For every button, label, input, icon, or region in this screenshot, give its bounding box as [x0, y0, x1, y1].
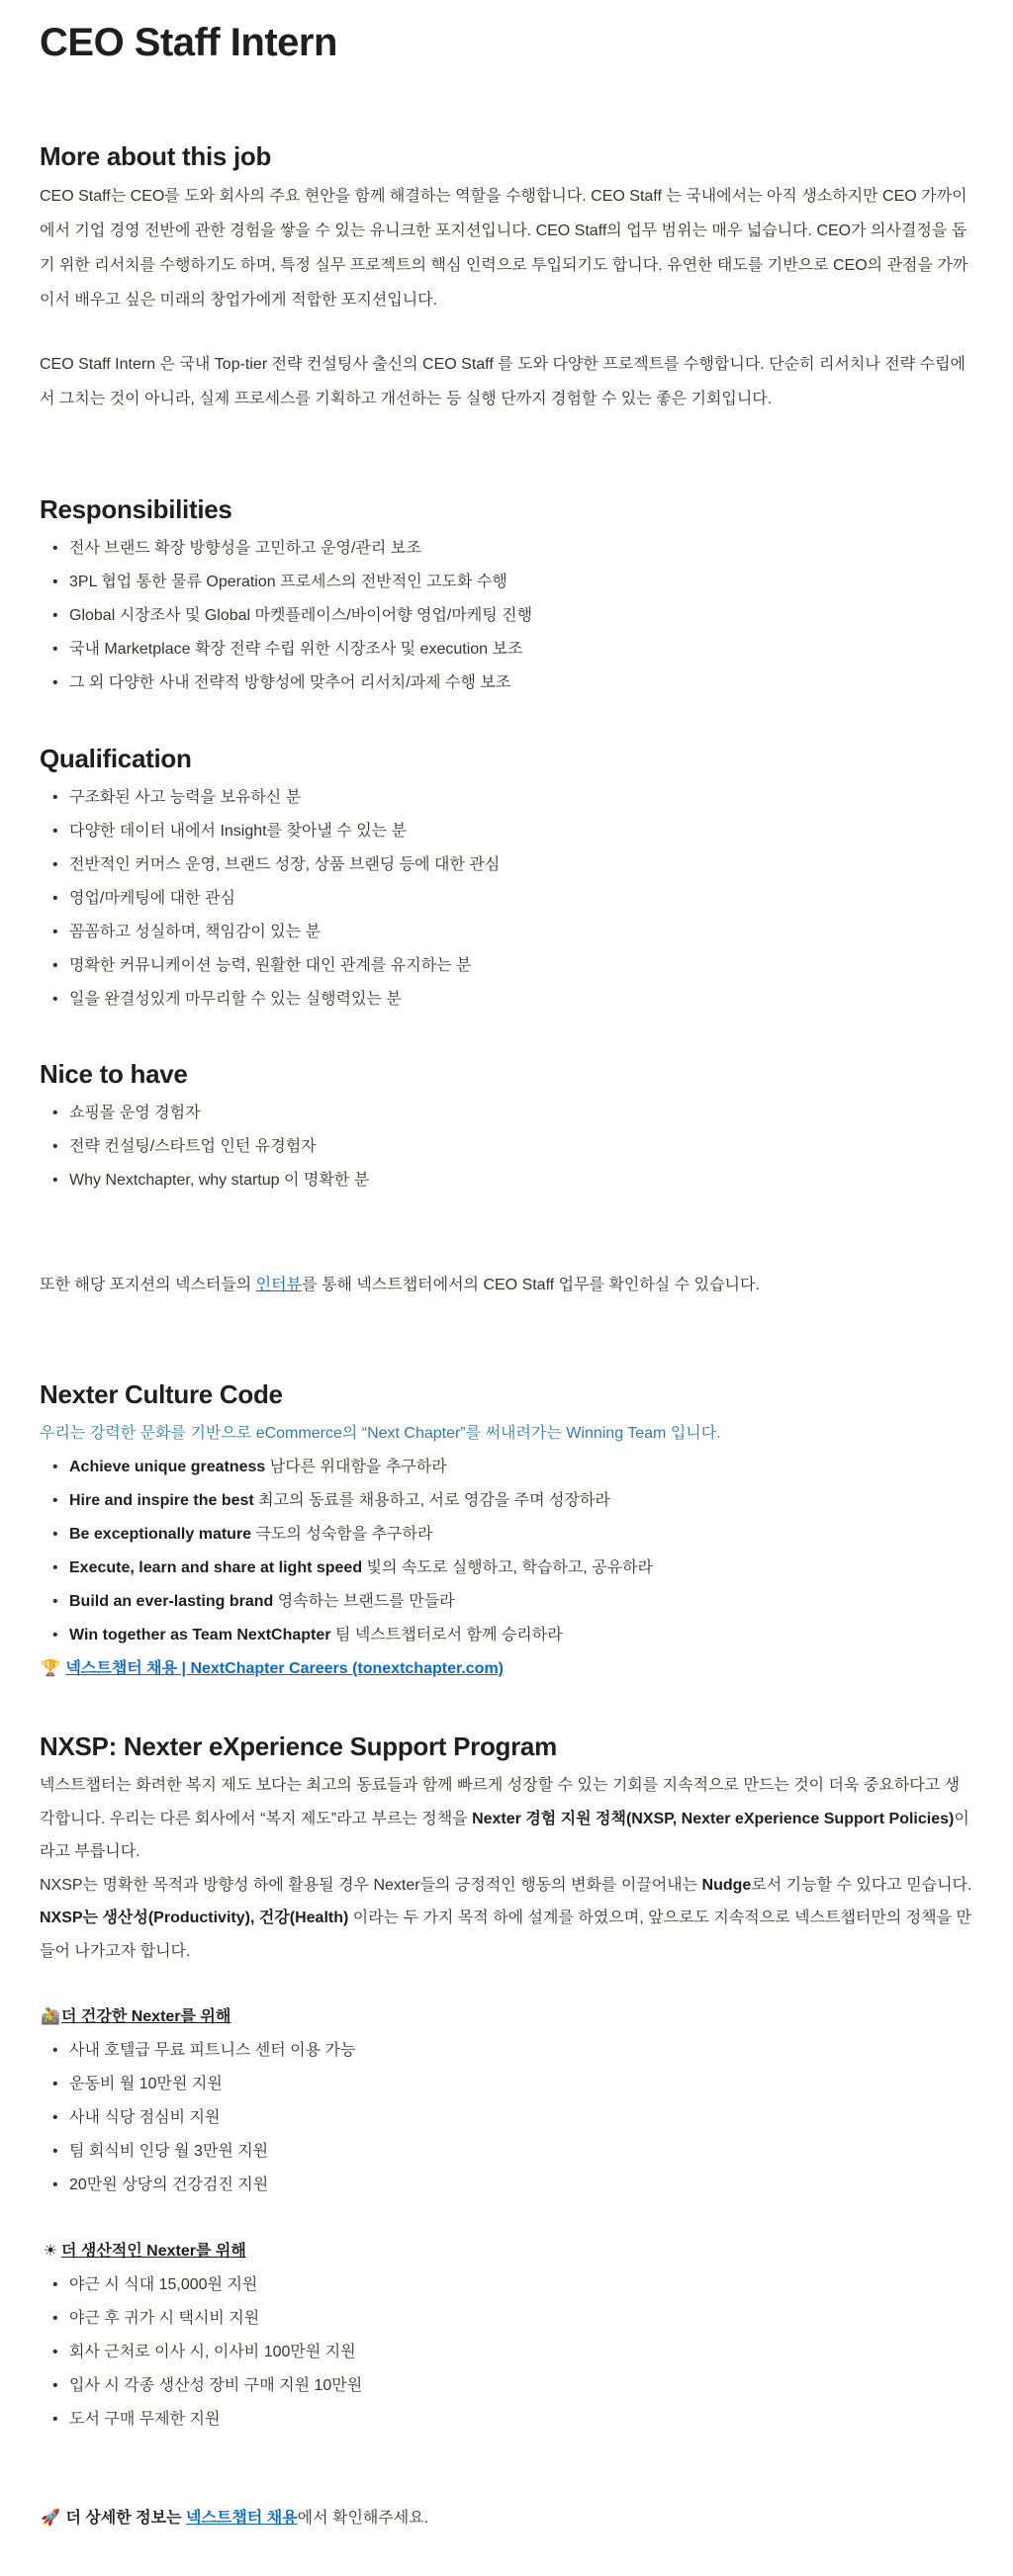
- nice-to-have-list: [40, 1097, 973, 1198]
- text: 로서 기능할 수 있다고 믿습니다.: [751, 1876, 972, 1894]
- culture-value: Hire and inspire the best: [69, 1492, 254, 1509]
- list-item-text: Global 시장조사 및 Global 마켓플레이스/바이어향 영업/마케팅 진행: [69, 607, 533, 624]
- list-item-text: 사내 호텔급 무료 피트니스 센터 이용 가능: [69, 2042, 356, 2059]
- list-item-text: 구조화된 사고 능력을 보유하신 분: [69, 789, 302, 806]
- culture-desc: 최고의 동료를 채용하고, 서로 영감을 주며 성장하라: [253, 1492, 610, 1509]
- careers-line: [40, 1652, 973, 1686]
- list-item: • 쇼핑몰 운영 경험자: [52, 1105, 201, 1121]
- list-item: • 입사 시 각종 생산성 장비 구매 지원 10만원: [52, 2377, 363, 2394]
- text: NXSP는 명확한 목적과 방향성 하에 활용될 경우 Nexter들의 긍정적인 행동의 변화를 이끌어내는: [40, 1876, 702, 1894]
- responsibilities-list: [40, 532, 973, 700]
- list-item: • 20만원 상당의 건강검진 지원: [52, 2176, 269, 2193]
- list-item: • 전략 컨설팅/스타트업 인턴 유경험자: [52, 1138, 317, 1155]
- health-subheading: [40, 2000, 973, 2034]
- trophy-icon: 🏆: [41, 1660, 60, 1677]
- list-item: • Win together as Team NextChapter 팀 넥스트챕터로서 함께 승리하라: [52, 1627, 563, 1643]
- list-item: • 도서 구매 무제한 지원: [52, 2411, 221, 2428]
- text: 이라는 두 가지 목적 하에 설계를 하였으며, 앞으로도 지속적으로 넥스트챕터만의 정책을 만들어 나가고자 합니다.: [40, 1910, 971, 1960]
- nxsp-heading: NXSP: Nexter eXperience Support Program: [40, 1732, 557, 1761]
- list-item-text: 국내 Marketplace 확장 전략 수립 위한 시장조사 및 execution 보조: [69, 641, 523, 658]
- culture-list: [40, 1451, 973, 1652]
- footer-text-end: 에서 확인해주세요.: [297, 2510, 429, 2527]
- list-item-text: 명확한 커뮤니케이션 능력, 원활한 대인 관계를 유지하는 분: [69, 957, 472, 974]
- bold-text: NXSP는 생산성(Productivity), 건강(Health): [40, 1910, 349, 1926]
- list-item-text: 회사 근처로 이사 시, 이사비 100만원 지원: [69, 2344, 356, 2360]
- list-item: • 다양한 데이터 내에서 Insight를 찾아낼 수 있는 분: [52, 823, 408, 840]
- list-item-text: 운동비 월 10만원 지원: [69, 2076, 223, 2092]
- culture-value: Achieve unique greatness: [69, 1459, 266, 1475]
- nxsp-paragraph-1: [40, 1769, 973, 1869]
- culture-value: Win together as Team NextChapter: [69, 1627, 331, 1643]
- list-item: • Hire and inspire the best 최고의 동료를 채용하고, 서로 영감을 주며 성장하라: [52, 1492, 610, 1509]
- list-item-text: 도서 구매 무제한 지원: [69, 2411, 221, 2428]
- list-item: • 그 외 다양한 사내 전략적 방향성에 맞추어 리서치/과제 수행 보조: [52, 674, 511, 691]
- bold-text: Nudge: [701, 1876, 752, 1894]
- interview-note: [40, 1269, 973, 1302]
- list-item: • Be exceptionally mature 극도의 성숙함을 추구하라: [52, 1526, 433, 1543]
- list-item-text: 팀 회식비 인당 월 3만원 지원: [69, 2143, 269, 2160]
- list-item: • 3PL 협업 통한 물류 Operation 프로세스의 전반적인 고도화 수행: [52, 574, 507, 590]
- list-item: • 사내 식당 점심비 지원: [52, 2109, 221, 2126]
- page-title: CEO Staff Intern: [40, 21, 337, 64]
- rocket-icon: 🚀: [41, 2510, 60, 2527]
- about-heading: More about this job: [40, 141, 272, 171]
- list-item-text: 영업/마케팅에 대한 관심: [69, 890, 235, 907]
- nice-to-have-heading: Nice to have: [40, 1059, 188, 1089]
- productivity-title: 더 생산적인 Nexter를 위해: [61, 2243, 246, 2260]
- careers-link[interactable]: 넥스트챕터 채용 | NextChapter Careers (tonextchapter.com): [65, 1660, 504, 1677]
- list-item-text: 3PL 협업 통한 물류 Operation 프로세스의 전반적인 고도화 수행: [69, 574, 507, 590]
- list-item: • 전사 브랜드 확장 방향성을 고민하고 운영/관리 보조: [52, 540, 421, 557]
- list-item-text: 일을 완결성있게 마무리할 수 있는 실행력있는 분: [69, 991, 402, 1008]
- list-item: • 국내 Marketplace 확장 전략 수립 위한 시장조사 및 execution 보조: [52, 641, 523, 658]
- productivity-list: [40, 2268, 973, 2437]
- list-item: • 구조화된 사고 능력을 보유하신 분: [52, 789, 302, 806]
- list-item: • 영업/마케팅에 대한 관심: [52, 890, 235, 907]
- list-item-text: 다양한 데이터 내에서 Insight를 찾아낼 수 있는 분: [69, 823, 408, 840]
- responsibilities-heading: Responsibilities: [40, 494, 232, 524]
- list-item: • Build an ever-lasting brand 영속하는 브랜드를 만들라: [52, 1593, 455, 1610]
- interview-text-end: 를 통해 넥스트챕터에서의 CEO Staff 업무를 확인하실 수 있습니다.: [302, 1277, 760, 1293]
- culture-desc: 극도의 성숙함을 추구하라: [251, 1526, 433, 1543]
- list-item: • Execute, learn and share at light speed 빛의 속도로 실행하고, 학습하고, 공유하라: [52, 1559, 653, 1576]
- list-item-text: 그 외 다양한 사내 전략적 방향성에 맞추어 리서치/과제 수행 보조: [69, 674, 511, 691]
- mountain-biker-icon: 🚵: [41, 2008, 60, 2025]
- list-item: • 야근 후 귀가 시 택시비 지원: [52, 2310, 260, 2327]
- list-item: • Global 시장조사 및 Global 마켓플레이스/바이어향 영업/마케팅 진행: [52, 607, 533, 624]
- list-item: • 운동비 월 10만원 지원: [52, 2076, 223, 2092]
- list-item-text: 전반적인 커머스 운영, 브랜드 성장, 상품 브랜딩 등에 대한 관심: [69, 856, 501, 873]
- list-item: • 야근 시 식대 15,000원 지원: [52, 2276, 258, 2293]
- nxsp-paragraph-2: [40, 1869, 973, 1969]
- list-item: • 팀 회식비 인당 월 3만원 지원: [52, 2143, 269, 2160]
- qualification-list: [40, 781, 973, 1017]
- text: 이라고 부릅니다.: [40, 1810, 969, 1860]
- culture-intro: 우리는 강력한 문화를 기반으로 eCommerce의 “Next Chapter”를 써내려가는 Winning Team 입니다.: [40, 1425, 721, 1442]
- bold-text: Nexter 경험 지원 정책(NXSP, Nexter eXperience Support Policies): [472, 1810, 955, 1827]
- list-item-text: 야근 시 식대 15,000원 지원: [69, 2276, 258, 2293]
- list-item: • 회사 근처로 이사 시, 이사비 100만원 지원: [52, 2344, 356, 2360]
- productivity-subheading: [40, 2235, 973, 2268]
- about-paragraph-2: CEO Staff Intern 은 국내 Top-tier 전략 컨설팅사 출신의 CEO Staff 를 도와 다양한 프로젝트를 수행합니다. 단순히 리서치나 전략 수립에서 그치는 것이 아니라, 실제 프로세스를 기획하고 개선하는 등 실행 단까지 경험할 수 있는 좋은 기회입니다.: [40, 356, 966, 407]
- interview-text: 또한 해당 포지션의 넥스터들의: [40, 1277, 256, 1293]
- culture-desc: 남다른 위대함을 추구하라: [265, 1459, 447, 1475]
- about-paragraph-1: CEO Staff는 CEO를 도와 회사의 주요 현안을 함께 해결하는 역할을 수행합니다. CEO Staff 는 국내에서는 아직 생소하지만 CEO 가까이에서 기업 경영 전반에 관한 경험을 쌓을 수 있는 유니크한 포지션입니다. CEO Staff의 업무 범위는 매우 넓습니다. CEO가 의사결정을 돕기 위한 리서치를 수행하기도 하며, 특정 실무 프로젝트의 핵심 인력으로 투입되기도 합니다. 유연한 태도를 기반으로 CEO의 관점을 가까이서 배우고 싶은 미래의 창업가에게 적합한 포지션입니다.: [40, 188, 968, 309]
- footer-text: 더 상세한 정보는: [65, 2510, 186, 2527]
- culture-desc: 영속하는 브랜드를 만들라: [273, 1593, 455, 1610]
- list-item: • 일을 완결성있게 마무리할 수 있는 실행력있는 분: [52, 991, 402, 1008]
- careers-page-link[interactable]: 넥스트챕터 채용: [185, 2510, 298, 2527]
- nxsp-section: [40, 1730, 973, 2437]
- list-item: • 전반적인 커머스 운영, 브랜드 성장, 상품 브랜딩 등에 대한 관심: [52, 856, 501, 873]
- interview-link[interactable]: 인터뷰: [255, 1277, 303, 1293]
- footer-note: [40, 2502, 973, 2535]
- qualification-heading: Qualification: [40, 744, 192, 773]
- list-item-text: 사내 식당 점심비 지원: [69, 2109, 221, 2126]
- culture-desc: 팀 넥스트챕터로서 함께 승리하라: [330, 1627, 563, 1643]
- list-item: • Achieve unique greatness 남다른 위대함을 추구하라: [52, 1459, 447, 1475]
- list-item: • 꼼꼼하고 성실하며, 책임감이 있는 분: [52, 924, 322, 940]
- list-item: • 명확한 커뮤니케이션 능력, 원활한 대인 관계를 유지하는 분: [52, 957, 472, 974]
- list-item-text: 입사 시 각종 생산성 장비 구매 지원 10만원: [69, 2377, 363, 2394]
- list-item-text: 20만원 상당의 건강검진 지원: [69, 2176, 269, 2193]
- list-item: • 사내 호텔급 무료 피트니스 센터 이용 가능: [52, 2042, 356, 2059]
- culture-value: Be exceptionally mature: [69, 1526, 252, 1543]
- list-item-text: 전략 컨설팅/스타트업 인턴 유경험자: [69, 1138, 317, 1155]
- list-item: • Why Nextchapter, why startup 이 명확한 분: [52, 1172, 370, 1189]
- culture-heading: Nexter Culture Code: [40, 1379, 283, 1409]
- text: 넥스트챕터는 화려한 복지 제도 보다는 최고의 동료들과 함께 빠르게 성장할 수 있는 기회를 지속적으로 만드는 것이 더욱 중요하다고 생각합니다. 우리는 다른 회사에서 “복지 제도”라고 부르는 정책을: [40, 1777, 961, 1827]
- culture-desc: 빛의 속도로 실행하고, 학습하고, 공유하라: [362, 1559, 653, 1576]
- health-list: [40, 2034, 973, 2202]
- sun-icon: ☀: [43, 2243, 58, 2260]
- list-item-text: 전사 브랜드 확장 방향성을 고민하고 운영/관리 보조: [69, 540, 421, 557]
- health-title: 더 건강한 Nexter를 위해: [61, 2008, 231, 2025]
- list-item-text: 꼼꼼하고 성실하며, 책임감이 있는 분: [69, 924, 322, 940]
- list-item-text: 야근 후 귀가 시 택시비 지원: [69, 2310, 260, 2327]
- culture-value: Execute, learn and share at light speed: [69, 1559, 363, 1576]
- culture-value: Build an ever-lasting brand: [69, 1593, 274, 1610]
- list-item-text: Why Nextchapter, why startup 이 명확한 분: [69, 1172, 370, 1189]
- list-item-text: 쇼핑몰 운영 경험자: [69, 1105, 201, 1121]
